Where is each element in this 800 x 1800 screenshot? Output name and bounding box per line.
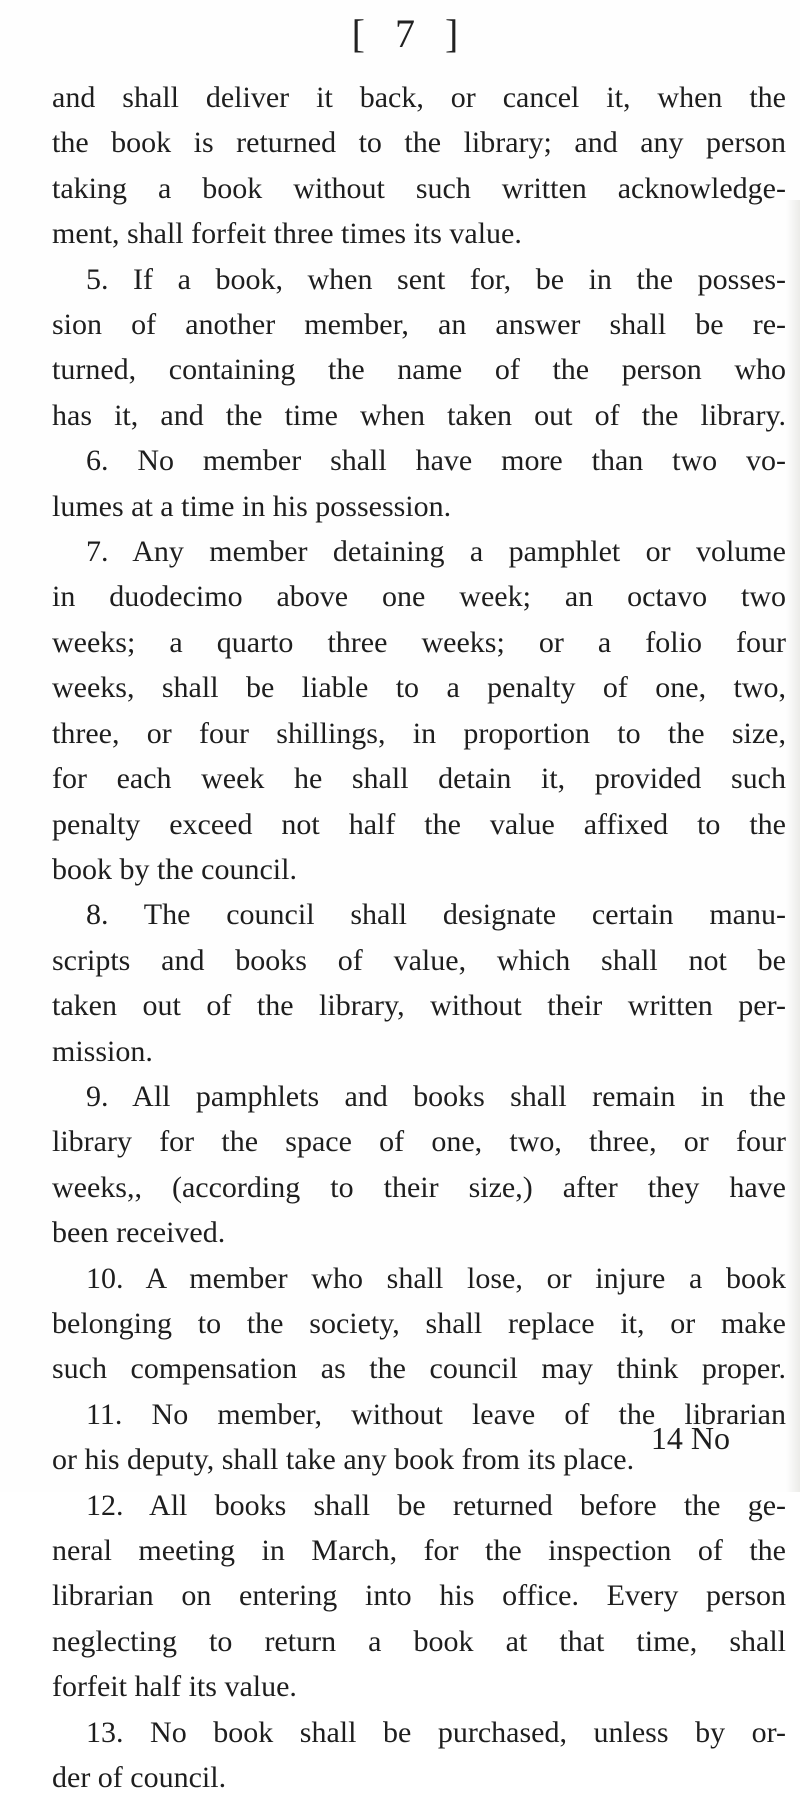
text-line: or his deputy, shall take any book from its place. — [52, 1443, 635, 1477]
text-line: weeks, shall be liable to a penalty of one, two, — [52, 671, 786, 705]
text-line: been received. — [52, 1216, 226, 1250]
text-line: has it, and the time when taken out of the library. — [52, 398, 786, 432]
page-edge-shadow — [786, 200, 800, 1492]
rule-5-line: 5. If a book, when sent for, be in the posses- — [86, 262, 786, 296]
text-line: penalty exceed not half the value affixed to the — [52, 807, 786, 841]
rule-13-line: 13. No book shall be purchased, unless by or- — [86, 1715, 786, 1749]
text-line: forfeit half its value. — [52, 1670, 297, 1704]
text-line: turned, containing the name of the person who — [52, 353, 786, 387]
text-line: for each week he shall detain it, provided such — [52, 762, 786, 796]
rule-10-line: 10. A member who shall lose, or injure a book — [86, 1261, 786, 1295]
rule-6-line: 6. No member shall have more than two vo- — [86, 444, 786, 478]
text-line: taken out of the library, without their written per- — [52, 989, 786, 1023]
catchword: 14 No — [650, 1420, 730, 1456]
text-line: scripts and books of value, which shall not be — [52, 943, 786, 977]
text-line: weeks; a quarto three weeks; or a folio four — [52, 625, 786, 659]
text-line: weeks,, (according to their size,) after they have — [52, 1170, 786, 1204]
text-line: and shall deliver it back, or cancel it, when the — [52, 81, 786, 114]
rule-11-line: 11. No member, without leave of the librarian — [86, 1397, 786, 1431]
text-line: librarian on entering into his office. Every person — [52, 1579, 786, 1613]
text-line: book by the council. — [52, 852, 297, 886]
text-line: neral meeting in March, for the inspection of the — [52, 1534, 786, 1567]
text-line: the book is returned to the library; and any person — [52, 126, 786, 160]
text-line: lumes at a time in his possession. — [52, 489, 452, 523]
text-line: belonging to the society, shall replace it, or make — [52, 1306, 786, 1340]
text-line: in duodecimo above one week; an octavo two — [52, 580, 786, 614]
text-line: library for the space of one, two, three, or four — [52, 1125, 786, 1159]
rule-7-line: 7. Any member detaining a pamphlet or volume — [86, 535, 786, 569]
text-line: three, or four shillings, in proportion to the size, — [52, 716, 786, 750]
text-line: der of council. — [52, 1761, 227, 1795]
rule-8-line: 8. The council shall designate certain manu- — [86, 898, 786, 932]
text-line: such compensation as the council may think proper. — [52, 1352, 786, 1386]
text-line: ment, shall forfeit three times its value. — [52, 217, 522, 251]
text-line: taking a book without such written acknowledge- — [52, 171, 786, 205]
text-line: neglecting to return a book at that time, shall — [52, 1624, 786, 1658]
rule-9-line: 9. All pamphlets and books shall remain in the — [86, 1079, 786, 1113]
body-text — [52, 75, 786, 1800]
text-line: sion of another member, an answer shall be re- — [52, 308, 786, 342]
page-number: [ 7 ] — [351, 11, 469, 56]
text-line: mission. — [52, 1034, 153, 1068]
rule-12-line: 12. All books shall be returned before the ge- — [86, 1488, 786, 1522]
